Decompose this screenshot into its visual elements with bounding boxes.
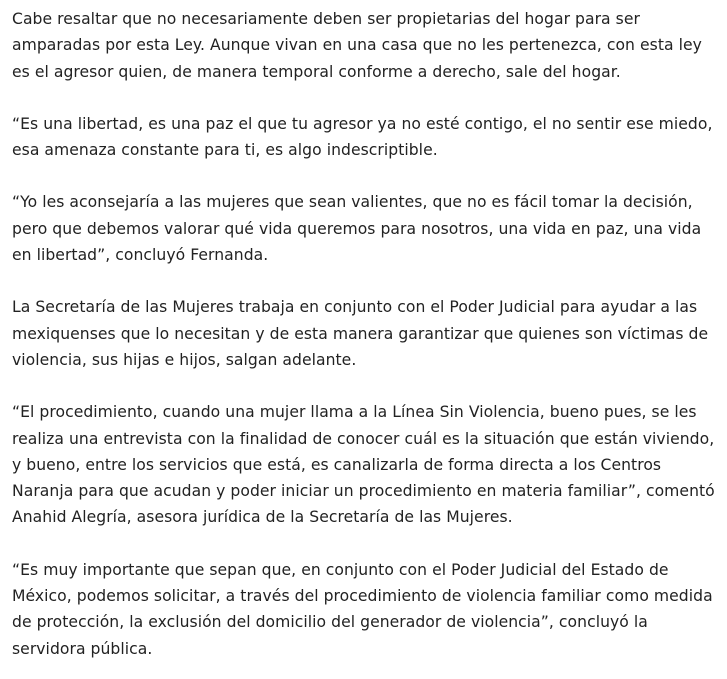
paragraph-quote-exclusion: “Es muy importante que sepan que, en conjunto con el Poder Judicial del Estado de México, podemos solicitar, a través del procedimiento de violencia familiar como medida de protección, la exclusión del domicilio del generador de violencia”, concluyó la servidora pública.	[12, 560, 713, 658]
article-body	[12, 6, 722, 662]
paragraph-quote-advice: “Yo les aconsejaría a las mujeres que sean valientes, que no es fácil tomar la decisión, pero que debemos valorar qué vida queremos para nosotros, una vida en paz, una vida en libertad”, concluyó Fernanda.	[12, 193, 702, 265]
paragraph-secretaria-work: La Secretaría de las Mujeres trabaja en conjunto con el Poder Judicial para ayudar a las mexiquenses que lo necesitan y de esta manera garantizar que quienes son víctimas de violencia, sus hijas e hijos, salgan adelante.	[12, 298, 709, 369]
paragraph-quote-freedom: “Es una libertad, es una paz el que tu agresor ya no esté contigo, el no sentir ese miedo, esa amenaza constante para ti, es algo indescriptible.	[12, 114, 713, 160]
paragraph-property-note: Cabe resaltar que no necesariamente deben ser propietarias del hogar para ser amparadas por esta Ley. Aunque vivan en una casa que no les pertenezca, con esta ley es el agresor quien, de manera temporal conforme a derecho, sale del hogar.	[12, 10, 702, 81]
paragraph-quote-procedure: “El procedimiento, cuando una mujer llama a la Línea Sin Violencia, bueno pues, se les realiza una entrevista con la finalidad de conocer cuál es la situación que están viviendo, y bueno, entre los servicios que está, es canalizarla de forma directa a los Centros Naranja para que acudan y poder iniciar un procedimiento en materia familiar”, comentó Anahid Alegría, asesora jurídica de la Secretaría de las Mujeres.	[12, 403, 715, 527]
